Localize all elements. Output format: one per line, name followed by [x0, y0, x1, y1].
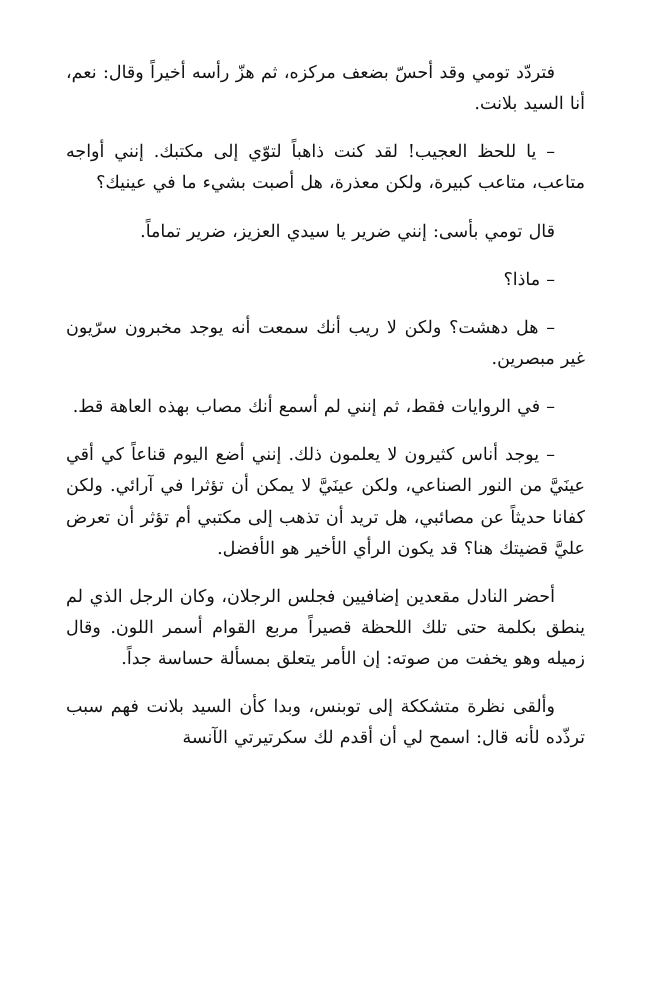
paragraph: – هل دهشت؟ ولكن لا ريب أنك سمعت أنه يوجد مخبرون سرّيون غير مبصرين.: [66, 317, 585, 369]
paragraph: – ماذا؟: [503, 269, 555, 290]
paragraph: فتردّد تومي وقد أحسّ بضعف مركزه، ثم هزّ رأسه أخيراً وقال: نعم، أنا السيد بلانت.: [66, 63, 585, 115]
paragraph: – يوجد أناس كثيرون لا يعلمون ذلك. إنني أضع اليوم قناعاً كي أقي عينَيَّ من النور الصناعي، ولكن عينَيَّ لا يمكن أن تؤثرا في آرائي. ولكن كفانا حديثاً عن مصائبي، هل تريد أن تذهب إلى مكتبي أم تؤثر أن تعرض عليَّ قضيتك هنا؟ قد يكون الرأي الأخير هو الأفضل.: [66, 445, 585, 559]
paragraph: وألقى نظرة متشككة إلى توبنس، وبدا كأن السيد بلانت فهم سبب ترذّده لأنه قال: اسمح لي أن أقدم لك سكرتيرتي الآنسة: [66, 697, 585, 749]
paragraph: أحضر النادل مقعدين إضافيين فجلس الرجلان، وكان الرجل الذي لم ينطق بكلمة حتى تلك اللحظة قصيراً مربع القوام أسمر اللون. وقال زميله وهو يخفت من صوته: إن الأمر يتعلق بمسألة حساسة جداً.: [66, 586, 585, 670]
paragraph: – يا للحظ العجيب! لقد كنت ذاهباً لتوّي إلى مكتبك. إنني أواجه متاعب، متاعب كبيرة، ولكن معذرة، هل أصبت بشيء ما في عينيك؟: [66, 142, 585, 194]
paragraph: قال تومي بأسى: إنني ضرير يا سيدي العزيز، ضرير تماماً.: [140, 221, 555, 242]
document-body: [66, 58, 585, 755]
paragraph: – في الروايات فقط، ثم إنني لم أسمع أنك مصاب بهذه العاهة قط.: [72, 397, 555, 418]
